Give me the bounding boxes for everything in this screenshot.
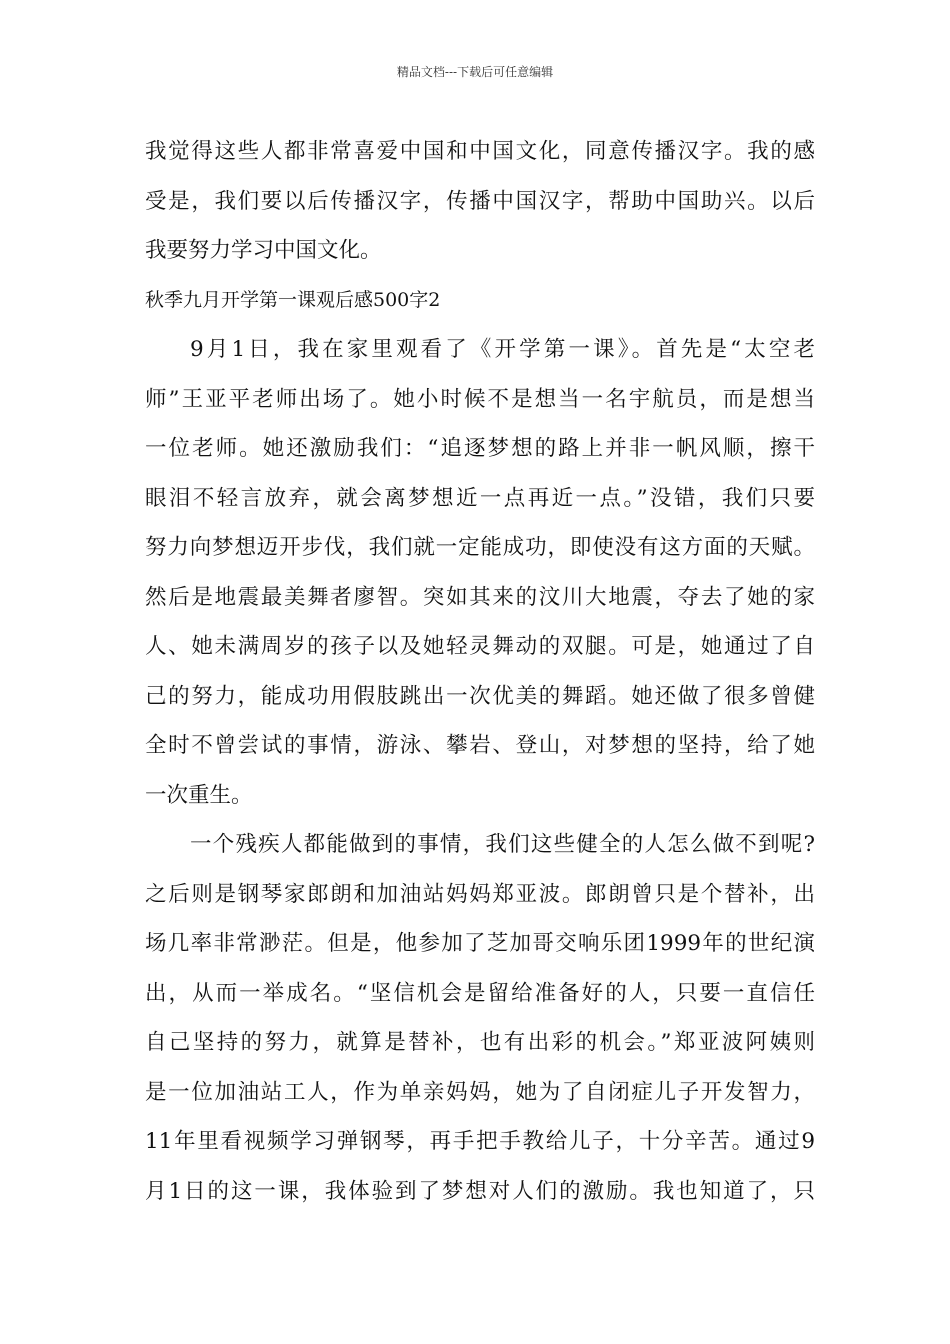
page-header: 精品文档---下载后可任意编辑 <box>396 65 554 79</box>
text-line: 9月1日，我在家里观看了《开学第一课》。首先是“太空老 <box>190 337 815 362</box>
text-line: 出，从而一举成名。“坚信机会是留给准备好的人，只要一直信任 <box>145 980 815 1006</box>
text-line: 眼泪不轻言放弃，就会离梦想近一点再近一点。”没错，我们只要 <box>145 485 815 511</box>
text-line: 场几率非常渺茫。但是，他参加了芝加哥交响乐团1999年的世纪演 <box>145 931 815 956</box>
document-body <box>145 127 815 1216</box>
text-line: 一次重生。 <box>145 782 253 808</box>
text-line: 我觉得这些人都非常喜爱中国和中国文化，同意传播汉字。我的感 <box>145 139 815 164</box>
text-line: 然后是地震最美舞者廖智。突如其来的汶川大地震，夺去了她的家 <box>145 584 815 610</box>
text-line: 师”王亚平老师出场了。她小时候不是想当一名宇航员，而是想当 <box>145 386 815 412</box>
text-line: 受是，我们要以后传播汉字，传播中国汉字，帮助中国助兴。以后 <box>145 188 815 214</box>
text-line: 之后则是钢琴家郎朗和加油站妈妈郑亚波。郎朗曾只是个替补，出 <box>145 881 815 907</box>
text-line: 11年里看视频学习弹钢琴，再手把手教给儿子，十分辛苦。通过9 <box>145 1129 815 1154</box>
text-line: 月1日的这一课，我体验到了梦想对人们的激励。我也知道了，只 <box>145 1178 815 1204</box>
section-heading: 秋季九月开学第一课观后感500字2 <box>145 288 441 311</box>
text-line: 自己坚持的努力，就算是替补，也有出彩的机会。”郑亚波阿姨则 <box>145 1030 815 1055</box>
text-line: 我要努力学习中国文化。 <box>145 238 382 263</box>
text-line: 人、她未满周岁的孩子以及她轻灵舞动的双腿。可是，她通过了自 <box>145 634 815 659</box>
text-line: 努力向梦想迈开步伐，我们就一定能成功，即使没有这方面的天赋。 <box>145 535 815 560</box>
text-line: 是一位加油站工人，作为单亲妈妈，她为了自闭症儿子开发智力， <box>145 1079 815 1105</box>
text-line: 一位老师。她还激励我们：“追逐梦想的路上并非一帆风顺，擦干 <box>145 436 815 461</box>
text-line: 己的努力，能成功用假肢跳出一次优美的舞蹈。她还做了很多曾健 <box>145 683 815 709</box>
text-line: 一个残疾人都能做到的事情，我们这些健全的人怎么做不到呢? <box>190 832 815 857</box>
text-line: 全时不曾尝试的事情，游泳、攀岩、登山，对梦想的坚持，给了她 <box>145 733 815 758</box>
